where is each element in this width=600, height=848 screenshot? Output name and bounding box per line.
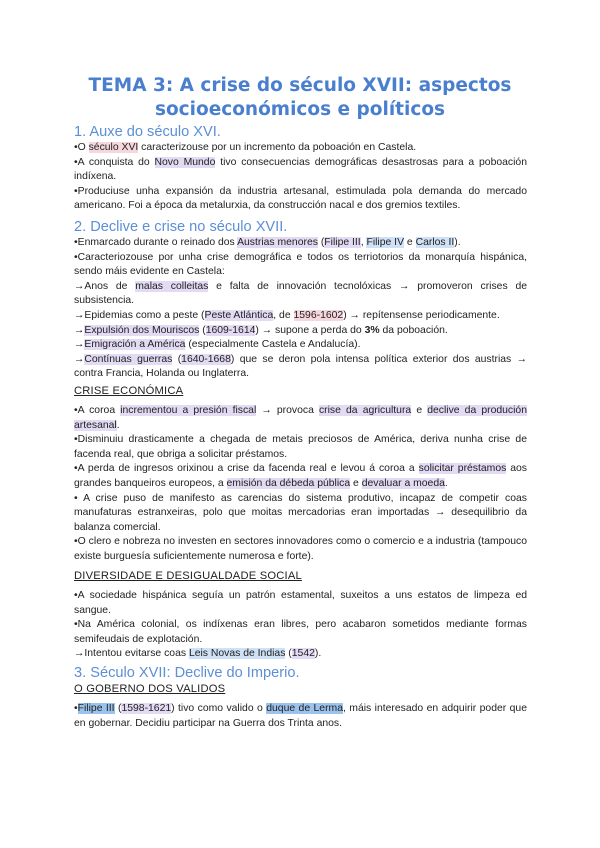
section-heading: 2. Declive e crise no século XVII. — [74, 219, 288, 235]
paragraph: •A coroa incrementou a presión fiscal → provoca crise da agricultura e declive da produción artesanal. — [74, 405, 527, 431]
paragraph: •O clero e nobreza no investen en sectores innovadores como o comercio e a industria (tampouco existe burguesía suficientemente numerosa e forte). — [74, 536, 527, 562]
paragraph: →Epidemias como a peste (Peste Atlántica, de 1596-1602) → repítensense periodicamente. — [74, 309, 500, 321]
paragraph: • A crise puso de manifesto as carencias do sistema produtivo, incapaz de competir coas manufaturas estranxeiras, polo que moitas mercadorias eran importadas → desequilibrio da balanza comercial. — [74, 492, 527, 533]
title-line-1: TEMA 3: A crise do século XVII: aspectos — [88, 75, 512, 96]
page-title — [60, 74, 540, 122]
paragraph: •A perda de ingresos orixinou a crise da facenda real e levou á coroa a solicitar préstamos aos grandes banqueiros europeos, a emisión da débeda pública e devaluar a moeda. — [74, 463, 527, 489]
paragraph: •Disminuiu drasticamente a chegada de metais preciosos de América, deriva nunha crise de facenda real, que obriga a solicitar préstamos. — [74, 434, 527, 460]
paragraph: •A conquista do Novo Mundo tivo consecuencias demográficas desastrosas para a poboación indíxena. — [74, 156, 527, 183]
paragraph: →Contínuas guerras (1640-1668) que se deron pola intensa política exterior dos austrias → contra Francia, Holanda ou Inglaterra. — [74, 353, 527, 380]
section-heading: 1. Auxe do século XVI. — [74, 124, 221, 140]
paragraph: •A sociedade hispánica seguía un patrón estamental, suxeitos a uns estatos de limpeza ed sangue. — [74, 590, 527, 616]
subsection-heading: CRISE ECONÓMICA — [74, 385, 184, 397]
section-2 — [74, 219, 527, 382]
paragraph: •Na América colonial, os indíxenas eran libres, pero acabaron sometidos mediante formas semifeudais de explotación. — [74, 619, 527, 645]
section-heading: 3. Século XVII: Declive do Imperio. — [74, 665, 300, 681]
paragraph: •O século XVI caracterizouse por un incremento da poboación en Castela. — [74, 142, 417, 153]
paragraph: •Produciuse unha expansión da industria artesanal, estimulada pola demanda do mercado americano. Foi a época da metalurxia, da construcción nacal e dos gremios textiles. — [74, 185, 527, 212]
subsection-heading: DIVERSIDADE E DESIGUALDADE SOCIAL — [74, 570, 302, 582]
section-crise-economica — [74, 384, 527, 565]
paragraph: →Anos de malas colleitas e falta de innovación tecnolóxicas → promoveron crises de subsistencia. — [74, 280, 528, 307]
subsection-heading: O GOBERNO DOS VALIDOS — [74, 683, 226, 695]
paragraph: →Expulsión dos Mouriscos (1609-1614) → supone a perda do 3% da poboación. — [74, 324, 448, 336]
section-3 — [74, 665, 527, 731]
section-diversidade — [74, 569, 527, 662]
paragraph: →Emigración a América (especialmente Castela e Andalucía). — [74, 339, 361, 351]
paragraph: →Intentou evitarse coas Leis Novas de Indias (1542). — [74, 648, 322, 660]
section-1 — [74, 124, 527, 214]
paragraph: •Enmarcado durante o reinado dos Austrias menores (Filipe III, Filipe IV e Carlos II). — [74, 237, 461, 248]
title-line-2: socioeconómicos e políticos — [154, 99, 446, 120]
paragraph: •Caracteriozouse por unha crise demográfica e todos os terriotorios da monarquía hispánica, sendo máis evidente en Castela: — [74, 251, 527, 278]
paragraph: •Filipe III (1598-1621) tivo como valido o duque de Lerma, máis interesado en adquirir poder que en gobernar. Decidiu participar na Guerra dos Trinta anos. — [74, 703, 527, 729]
